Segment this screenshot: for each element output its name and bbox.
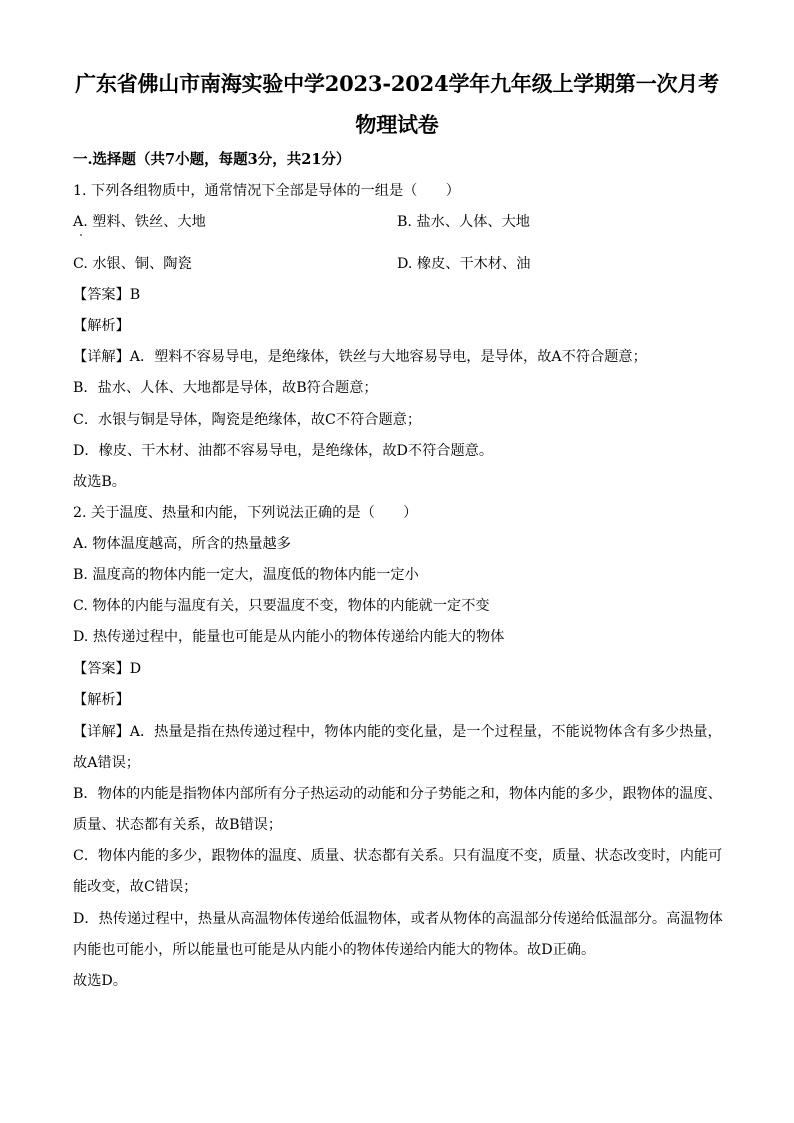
question-1-detail-a: 【详解】A．塑料不容易导电，是绝缘体，铁丝与大地容易导电，是导体，故A不符合题意； xyxy=(73,349,647,365)
question-2-option-c: C. 物体的内能与温度有关，只要温度不变，物体的内能就一定不变 xyxy=(73,598,490,614)
question-2-option-d: D. 热传递过程中，能量也可能是从内能小的物体传递给内能大的物体 xyxy=(73,629,505,645)
question-2-detail-c-line2: 能改变，故C错误； xyxy=(73,879,198,895)
question-1-stem: 1. 下列各组物质中，通常情况下全部是导体的一组是（ ） xyxy=(73,183,460,199)
section-heading: 一.选择题（共7小题，每题3分，共21分） xyxy=(73,151,351,168)
question-1-detail-c: C．水银与铜是导体，陶瓷是绝缘体，故C不符合题意； xyxy=(73,412,422,428)
stray-dot-mark xyxy=(80,234,82,236)
question-2-detail-d-line1: D．热传递过程中，热量从高温物体传递给低温物体，或者从物体的高温部分传递给低温部分。高温物体 xyxy=(73,911,723,927)
document-title: 广东省佛山市南海实验中学2023-2024学年九年级上学期第一次月考 xyxy=(75,71,719,96)
question-2-detail-d-line2: 内能也可能小，所以能量也可能是从内能小的物体传递给内能大的物体。故D正确。 xyxy=(73,942,596,958)
question-1-analysis-tag: 【解析】 xyxy=(73,318,130,334)
question-2-detail-b-line2: 质量、状态都有关系，故B错误； xyxy=(73,817,283,833)
question-2-option-a: A. 物体温度越高，所含的热量越多 xyxy=(73,536,291,552)
question-2-detail-b-line1: B．物体的内能是指物体内部所有分子热运动的动能和分子势能之和，物体内能的多少，跟物体的温度、 xyxy=(73,786,722,802)
question-2-detail-a-line1: 【详解】A．热量是指在热传递过程中，物体内能的变化量，是一个过程量，不能说物体含有多少热量， xyxy=(73,724,722,740)
question-2-stem: 2. 关于温度、热量和内能，下列说法正确的是（ ） xyxy=(73,505,418,521)
question-2-analysis-tag: 【解析】 xyxy=(73,692,130,708)
question-2-detail-a-line2: 故A错误； xyxy=(73,755,140,771)
question-1-option-c: C. 水银、铜、陶瓷 xyxy=(73,256,192,272)
question-1-conclusion: 故选B。 xyxy=(73,474,126,490)
question-1-option-a: A. 塑料、铁丝、大地 xyxy=(73,214,206,230)
question-2-conclusion: 故选D。 xyxy=(73,973,127,989)
question-2-detail-c-line1: C．物体内能的多少，跟物体的温度、质量、状态都有关系。只有温度不变，质量、状态改变时，内能可 xyxy=(73,848,723,864)
question-1-option-d: D. 橡皮、干木材、油 xyxy=(397,256,531,272)
question-1-option-b: B. 盐水、人体、大地 xyxy=(397,214,530,230)
question-1-detail-b: B．盐水、人体、大地都是导体，故B符合题意； xyxy=(73,380,378,396)
question-2-option-b: B. 温度高的物体内能一定大，温度低的物体内能一定小 xyxy=(73,567,419,583)
question-2-answer: 【答案】D xyxy=(73,661,142,677)
question-1-answer: 【答案】B xyxy=(73,287,141,303)
document-subtitle: 物理试卷 xyxy=(355,112,439,137)
question-1-detail-d: D．橡皮、干木材、油都不容易导电，是绝缘体，故D不符合题意。 xyxy=(73,443,494,459)
